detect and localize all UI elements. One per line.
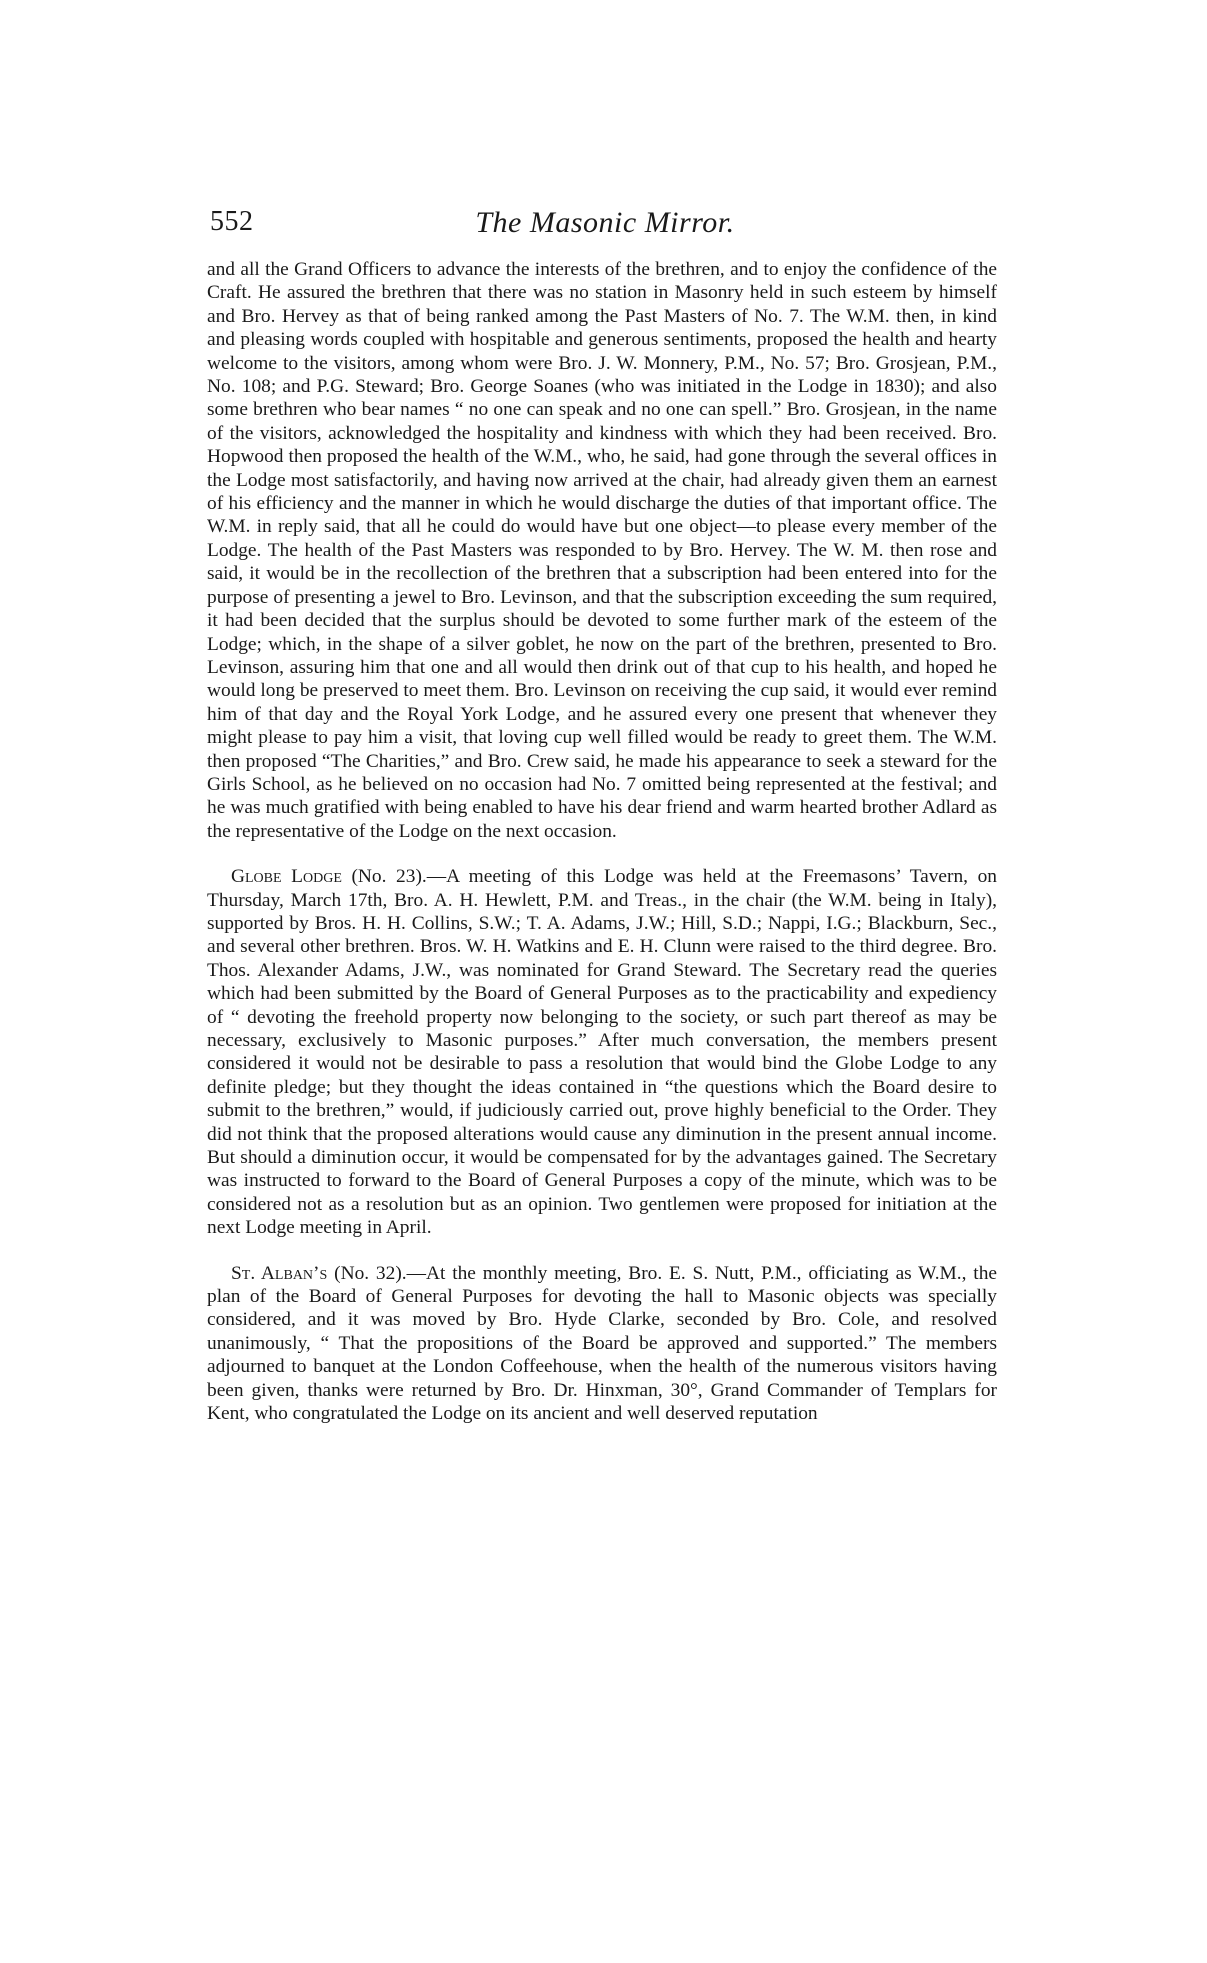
running-title: The Masonic Mirror. [475, 206, 735, 239]
paragraph-globe-lodge [207, 865, 997, 1240]
paragraph-text: (No. 23).—A meeting of this Lodge was held at the Freemasons’ Tavern, on Thursday, March 17th, Bro. A. H. Hewlett, P.M. and Treas., in the chair (the W.M. being in Italy), supported by Bros. H. H. Collins, S.W.; T. A. Adams, J.W.; Hill, S.D.; Nappi, I.G.; Blackburn, Sec., and several other brethren. Bros. W. H. Watkins and E. H. Clunn were raised to the third degree. Bro. Thos. Alexander Adams, J.W., was nominated for Grand Steward. The Secretary read the queries which had been submitted by the Board of General Purposes as to the practicability and expediency of “ devoting the freehold property now belonging to the society, or such part thereof as may be necessary, exclusively to Masonic purposes.” After much conversation, the members present considered it would not be desirable to pass a resolution that would bind the Globe Lodge to any definite pledge; but they thought the ideas contained in “the questions which the Board desire to submit to the brethren,” would, if judiciously carried out, prove highly beneficial to the Order. They did not think that the proposed alterations would cause any diminution in the present annual income. But should a diminution occur, it would be compensated for by the advantages gained. The Secretary was instructed to forward to the Board of General Purposes a copy of the minute, which was to be considered not as a resolution but as an opinion. Two gentlemen were proposed for initiation at the next Lodge meeting in April. [207, 866, 997, 1239]
page-number: 552 [210, 206, 254, 237]
paragraph-royal-york-lodge [207, 258, 997, 843]
page-header [210, 206, 1000, 246]
lodge-heading: St. Alban’s [231, 1262, 328, 1284]
paragraph-st-albans [207, 1262, 997, 1426]
paragraph-text: (No. 32).—At the monthly meeting, Bro. E. S. Nutt, P.M., officiating as W.M., the plan of the Board of General Purposes for devoting the hall to Masonic objects was specially considered, and it was moved by Bro. Hyde Clarke, seconded by Bro. Cole, and resolved unanimously, “ That the propositions of the Board be approved and supported.” The members adjourned to banquet at the London Coffeehouse, when the health of the numerous visitors having been given, thanks were returned by Bro. Dr. Hinxman, 30°, Grand Commander of Templars for Kent, who congratulated the Lodge on its ancient and well deserved reputation [207, 1262, 997, 1425]
article-body [207, 258, 997, 1426]
paragraph-text: and all the Grand Officers to advance the interests of the brethren, and to enjoy the confidence of the Craft. He assured the brethren that there was no station in Masonry held in such esteem by himself and Bro. Hervey as that of being ranked among the Past Masters of No. 7. The W.M. then, in kind and pleasing words coupled with hospitable and generous sentiments, proposed the health and hearty welcome to the visitors, among whom were Bro. J. W. Monnery, P.M., No. 57; Bro. Grosjean, P.M., No. 108; and P.G. Steward; Bro. George Soanes (who was initiated in the Lodge in 1830); and also some brethren who bear names “ no one can speak and no one can spell.” Bro. Grosjean, in the name of the visitors, acknowledged the hospitality and kindness with which they had been received. Bro. Hopwood then proposed the health of the W.M., who, he said, had gone through the several offices in the Lodge most satisfactorily, and having now arrived at the chair, had already given them an earnest of his efficiency and the manner in which he would discharge the duties of that important office. The W.M. in reply said, that all he could do would have but one object—to please every member of the Lodge. The health of the Past Masters was responded to by Bro. Hervey. The W. M. then rose and said, it would be in the recollection of the brethren that a subscription had been entered into for the purpose of presenting a jewel to Bro. Levinson, and that the subscription exceeding the sum required, it had been decided that the surplus should be devoted to some further mark of the esteem of the Lodge; which, in the shape of a silver goblet, he now on the part of the brethren, presented to Bro. Levinson, assuring him that one and all would then drink out of that cup to his health, and hoped he would long be preserved to meet them. Bro. Levinson on receiving the cup said, it would ever remind him of that day and the Royal York Lodge, and he assured every one present that whenever they might please to pay him a visit, that loving cup well filled would be ready to greet them. The W.M. then proposed “The Charities,” and Bro. Crew said, he made his appearance to seek a steward for the Girls School, as he believed on no occasion had No. 7 omitted being represented at the festival; and he was much gratified with being enabled to have his dear friend and warm hearted brother Adlard as the representative of the Lodge on the next occasion. [207, 259, 997, 842]
lodge-heading: Globe Lodge [231, 866, 342, 888]
